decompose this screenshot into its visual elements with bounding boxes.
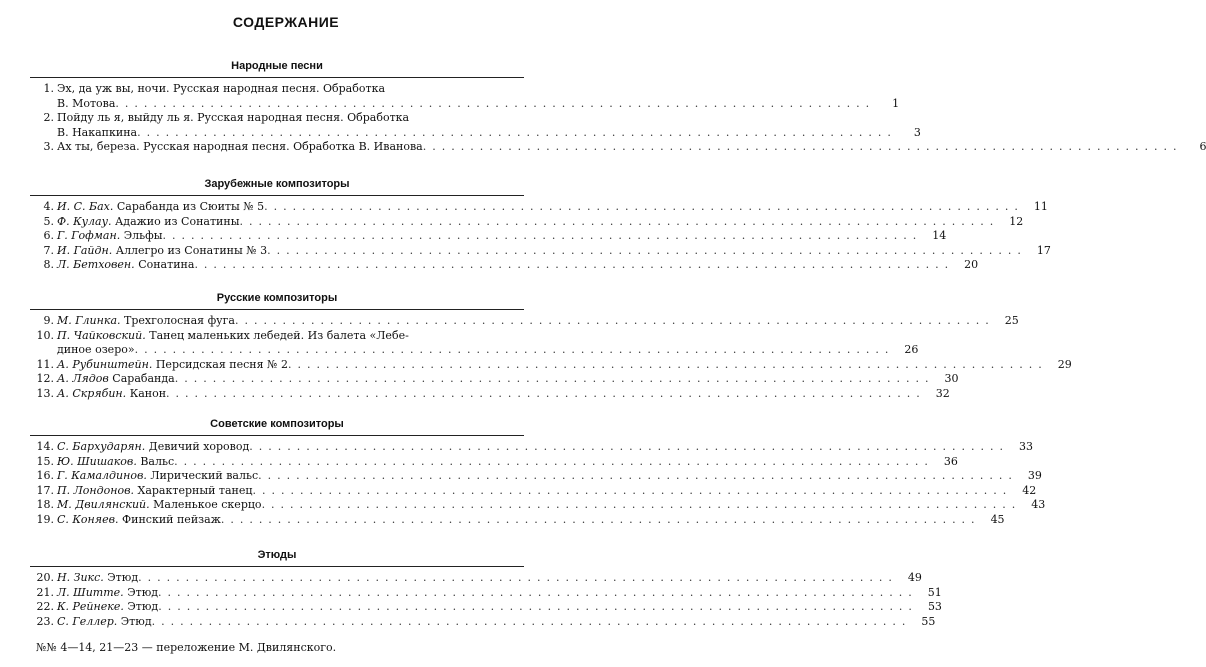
dot-leader: ................................................................................ xyxy=(137,125,897,139)
section-title: Народные песни xyxy=(231,60,323,72)
entry-number: 8. xyxy=(43,258,54,271)
entry-number: 10. xyxy=(36,328,54,342)
entry-title: Этюд xyxy=(107,571,139,584)
entry-title: Девичий хоровод xyxy=(148,440,250,453)
entry-title-continued: В. Мотова xyxy=(57,96,116,110)
contents-entry xyxy=(30,372,959,387)
dot-leader: ................................................................................ xyxy=(287,357,1048,371)
entry-title: Пойду ль я, выйду ль я. Русская народная песня. Обработка xyxy=(57,111,410,124)
entry-number: 15. xyxy=(36,454,54,468)
entry-title: Маленькое скерцо xyxy=(153,498,262,511)
entry-title: Характерный танец xyxy=(137,483,253,497)
entry-title: Этюд xyxy=(120,614,152,628)
dot-leader: ................................................................................ xyxy=(158,600,918,613)
contents-entry xyxy=(30,140,1206,155)
entry-page-number: 14 xyxy=(932,229,947,242)
entry-title: Этюд xyxy=(127,585,159,599)
dot-leader: ................................................................................ xyxy=(174,372,935,385)
entry-page-number: 29 xyxy=(1057,357,1072,371)
entry-page-number: 12 xyxy=(1009,214,1024,228)
contents-entry xyxy=(30,469,1042,484)
dot-leader: ................................................................................ xyxy=(249,440,1010,453)
contents-entry xyxy=(30,454,958,470)
dot-leader: ................................................................................ xyxy=(267,243,1027,257)
entry-title: Сонатина xyxy=(138,258,195,271)
entry-number: 18. xyxy=(36,498,54,511)
entry-number: 23. xyxy=(36,614,54,628)
section-divider xyxy=(30,195,524,196)
entry-title: Лирический вальс xyxy=(150,469,259,482)
entry-number: 7. xyxy=(43,243,54,257)
entry-number: 2. xyxy=(43,111,54,124)
entry-composer: Ф. Кулау. xyxy=(57,214,112,228)
entry-page-number: 49 xyxy=(907,571,922,584)
entry-title: Канон xyxy=(129,386,167,400)
entry-composer: Н. Зикс. xyxy=(57,571,104,584)
entry-number: 19. xyxy=(36,512,54,526)
entry-page-number: 30 xyxy=(944,372,959,385)
entry-page-number: 53 xyxy=(927,600,942,613)
dot-leader: ................................................................................ xyxy=(239,214,1000,228)
entry-composer: П. Лондонов. xyxy=(57,483,134,497)
entry-page-number: 26 xyxy=(904,343,919,356)
entry-number: 5. xyxy=(43,214,54,228)
dot-leader: ................................................................................ xyxy=(234,314,995,327)
entry-title: Этюд xyxy=(127,600,159,613)
entry-title: Танец маленьких лебедей. Из балета «Лебе- xyxy=(149,328,409,342)
entry-composer: С. Бархударян. xyxy=(57,440,146,453)
section-divider xyxy=(30,566,524,567)
section-divider xyxy=(30,309,524,310)
section-divider xyxy=(30,435,524,436)
dot-leader: ................................................................................ xyxy=(158,585,918,599)
entry-number: 11. xyxy=(36,357,54,371)
entry-composer: А. Рубинштейн. xyxy=(57,357,153,371)
entry-composer: М. Глинка. xyxy=(57,314,121,327)
contents-entry xyxy=(30,600,942,615)
entry-title: Сарабанда xyxy=(112,372,175,385)
entry-title: Эльфы xyxy=(123,229,163,242)
entry-number: 16. xyxy=(36,469,54,482)
entry-title: Вальс xyxy=(140,454,175,468)
entry-number: 9. xyxy=(43,314,54,327)
entry-page-number: 43 xyxy=(1031,498,1046,511)
page-title: СОДЕРЖАНИЕ xyxy=(232,14,340,30)
entry-number: 3. xyxy=(43,140,54,153)
contents-entry xyxy=(30,440,1034,455)
entry-number: 1. xyxy=(43,82,54,95)
entry-title: Адажио из Сонатины xyxy=(114,214,240,228)
entry-composer: И. С. Бах. xyxy=(57,200,114,213)
entry-composer: Л. Бетховен. xyxy=(57,258,135,271)
entry-page-number: 25 xyxy=(1004,314,1019,327)
contents-section xyxy=(30,416,1046,527)
dot-leader: ................................................................................ xyxy=(264,200,1024,213)
contents-entry xyxy=(30,498,1046,513)
section-title: Советские композиторы xyxy=(210,418,344,430)
dot-leader: ................................................................................ xyxy=(162,229,923,242)
entry-number: 13. xyxy=(36,386,54,400)
contents-entry xyxy=(30,314,1019,329)
contents-entry xyxy=(30,512,1005,528)
contents-section xyxy=(30,176,1051,273)
contents-entry xyxy=(30,214,1024,230)
entry-composer: С. Коняев. xyxy=(57,512,119,526)
contents-entry xyxy=(30,585,942,601)
entry-composer: М. Двилянский. xyxy=(57,498,150,511)
entry-page-number: 33 xyxy=(1019,440,1034,453)
entry-number: 21. xyxy=(36,585,54,599)
entry-number: 20. xyxy=(36,571,54,584)
contents-entry xyxy=(30,243,1051,259)
entry-title: Персидская песня № 2 xyxy=(155,357,288,371)
contents-entry xyxy=(30,571,922,586)
dot-leader: ................................................................................ xyxy=(134,343,895,356)
footnote: №№ 4—14, 21—23 — переложение М. Двилянского. xyxy=(36,641,337,654)
section-title: Этюды xyxy=(257,549,297,561)
contents-entry xyxy=(30,258,979,273)
dot-leader: ................................................................................ xyxy=(422,140,1183,153)
entry-page-number: 20 xyxy=(964,258,979,271)
entry-composer: Ю. Шишаков. xyxy=(57,454,137,468)
entry-title: Аллегро из Сонатины № 3 xyxy=(115,243,268,257)
dot-leader: ................................................................................ xyxy=(138,571,898,584)
contents-entry xyxy=(30,229,947,244)
entry-page-number: 32 xyxy=(935,386,950,400)
contents-section xyxy=(30,547,942,629)
dot-leader: ................................................................................ xyxy=(115,96,876,110)
entry-page-number: 1 xyxy=(892,96,900,110)
contents-section xyxy=(30,58,1206,155)
contents-entry xyxy=(30,357,1072,373)
dot-leader: ................................................................................ xyxy=(194,258,955,271)
entry-composer: А. Лядов xyxy=(57,372,109,385)
contents-section xyxy=(30,290,1072,401)
dot-leader: ................................................................................ xyxy=(166,386,926,400)
dot-leader: ................................................................................ xyxy=(261,498,1022,511)
entry-title: Трехголосная фуга xyxy=(124,314,235,327)
entry-composer: А. Скрябин. xyxy=(57,386,127,400)
contents-entry xyxy=(30,386,950,402)
entry-page-number: 17 xyxy=(1036,243,1051,257)
entry-title: Сарабанда из Сюиты № 5 xyxy=(116,200,265,213)
entry-composer: И. Гайдн. xyxy=(57,243,113,257)
entry-page-number: 36 xyxy=(943,454,958,468)
entry-composer: Л. Шитте. xyxy=(57,585,124,599)
contents-entry xyxy=(30,82,900,111)
contents-entry xyxy=(30,483,1037,499)
section-divider xyxy=(30,77,524,78)
entry-composer: К. Рейнеке. xyxy=(57,600,124,613)
dot-leader: ................................................................................ xyxy=(220,512,981,526)
entry-number: 4. xyxy=(43,200,54,213)
dot-leader: ................................................................................ xyxy=(258,469,1018,482)
section-title: Русские композиторы xyxy=(216,292,338,304)
entry-page-number: 51 xyxy=(927,585,942,599)
entry-number: 17. xyxy=(36,483,54,497)
entry-page-number: 45 xyxy=(990,512,1005,526)
dot-leader: ................................................................................ xyxy=(252,483,1013,497)
contents-entry xyxy=(30,111,921,140)
entry-number: 12. xyxy=(36,372,54,385)
entry-number: 6. xyxy=(43,229,54,242)
dot-leader: ................................................................................ xyxy=(174,454,934,468)
entry-composer: Г. Камалдинов. xyxy=(57,469,147,482)
entry-number: 22. xyxy=(36,600,54,613)
entry-page-number: 42 xyxy=(1022,483,1037,497)
entry-title: Финский пейзаж xyxy=(121,512,221,526)
contents-entry xyxy=(30,328,919,358)
entry-page-number: 6 xyxy=(1199,140,1206,153)
entry-title-continued: диное озеро» xyxy=(57,343,135,356)
entry-composer: П. Чайковский. xyxy=(57,328,146,342)
section-title: Зарубежные композиторы xyxy=(204,178,350,190)
entry-title: Ах ты, береза. Русская народная песня. Обработка В. Иванова xyxy=(57,140,423,153)
entry-page-number: 3 xyxy=(913,125,921,139)
entry-composer: Г. Гофман. xyxy=(57,229,121,242)
entry-number: 14. xyxy=(36,440,54,453)
contents-entry xyxy=(30,200,1048,215)
entry-composer: С. Геллер. xyxy=(57,614,118,628)
entry-page-number: 11 xyxy=(1033,200,1048,213)
entry-title-continued: В. Накапкина xyxy=(57,125,138,139)
entry-title: Эх, да уж вы, ночи. Русская народная песня. Обработка xyxy=(57,82,386,95)
entry-page-number: 39 xyxy=(1027,469,1042,482)
entry-page-number: 55 xyxy=(921,614,936,628)
dot-leader: ................................................................................ xyxy=(151,614,912,628)
contents-entry xyxy=(30,614,936,630)
